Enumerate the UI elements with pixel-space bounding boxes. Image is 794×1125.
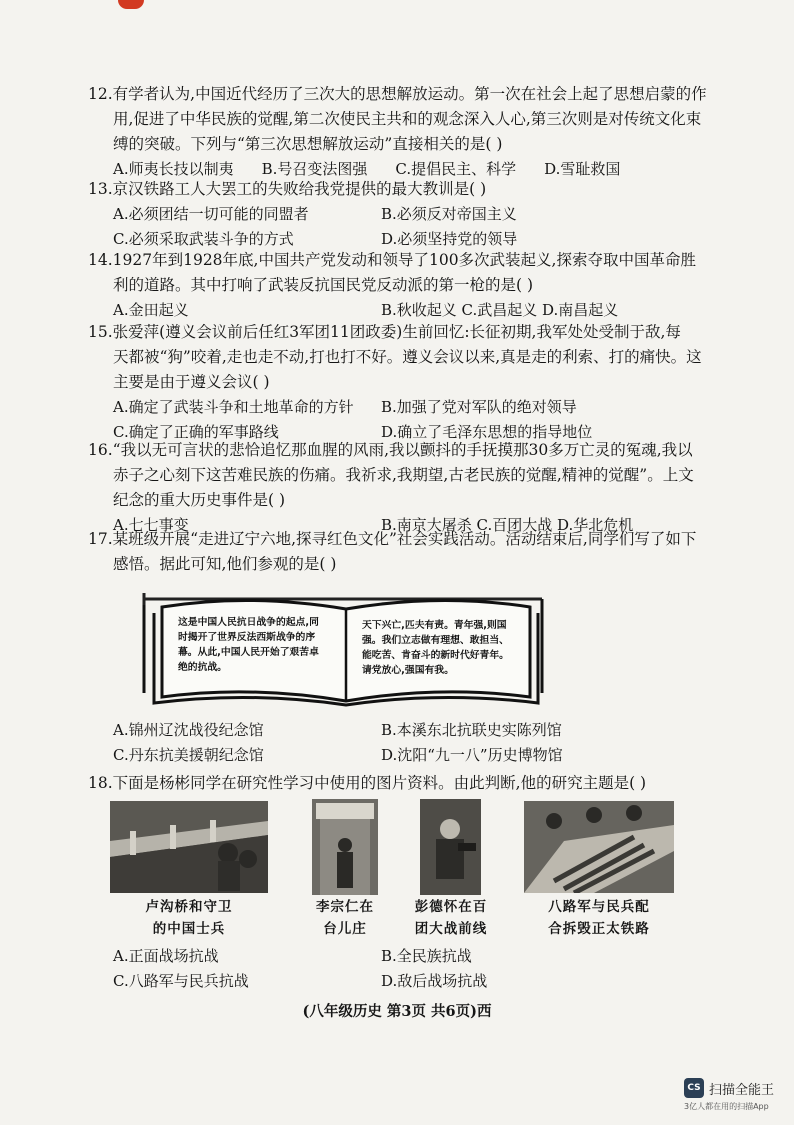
red-corner-mark (118, 0, 144, 9)
q16-line3: 纪念的重大历史事件是( ) (113, 491, 286, 509)
q12-line2: 用,促进了中华民族的觉醒,第二次使民主共和的观念深入人心,第三次则是对传统文化束 (113, 110, 702, 128)
photo-zhengtai-caption-line1: 八路军与民兵配 (548, 899, 650, 915)
q13-option-a[interactable]: A.必须团结一切可能的同盟者 (113, 205, 309, 223)
q17-option-d[interactable]: D.沈阳“九一八”历史博物馆 (381, 746, 563, 764)
photo-lugou-caption-line1: 卢沟桥和守卫 (145, 899, 233, 915)
photo-peng-dehuai-caption-line1: 彭德怀在百 (414, 899, 488, 915)
q17-line1: 17.某班级开展“走进辽宁六地,探寻红色文化”社会实践活动。活动结束后,同学们写了如下 (88, 530, 697, 548)
scanner-app-name: 扫描全能王 (709, 1082, 775, 1098)
q18-options (88, 944, 708, 994)
q12-option-b[interactable]: B.号召变法图强 (261, 160, 368, 178)
q12-option-c[interactable]: C.提倡民主、科学 (395, 160, 517, 178)
q17-option-c[interactable]: C.丹东抗美援朝纪念馆 (113, 746, 264, 764)
photo-zhengtai-caption (520, 896, 678, 940)
q13-option-c[interactable]: C.必须采取武装斗争的方式 (113, 230, 294, 248)
question-14 (88, 248, 708, 323)
question-15 (88, 320, 708, 445)
q14-option-a[interactable]: A.金田起义 (113, 301, 189, 319)
q15-option-d[interactable]: D.确立了毛泽东思想的指导地位 (381, 423, 593, 441)
q16-line1: 16.“我以无可言状的悲恰追忆那血腥的风雨,我以颤抖的手抚摸那30多万亡灵的冤魂,我以 (88, 441, 693, 459)
photo-peng-dehuai-caption-line2: 团大战前线 (414, 921, 488, 937)
q17-options (88, 718, 708, 768)
book-left-page-text: 这是中国人民抗日战争的起点,同时揭开了世界反法西斯战争的序幕。从此,中国人民开始了艰苦卓绝的抗战。 (178, 617, 319, 673)
photo-lugou-caption-line2: 的中国士兵 (152, 921, 226, 937)
q16-option-a[interactable]: A.七七事变 (113, 516, 189, 534)
q13-options-row1 (88, 202, 708, 227)
question-12 (88, 82, 708, 181)
photo-li-zongren (312, 799, 378, 895)
q18-option-d[interactable]: D.敌后战场抗战 (381, 972, 488, 990)
photo-peng-dehuai-caption (404, 896, 498, 940)
q15-line3: 主要是由于遵义会议( ) (113, 373, 270, 391)
q14-option-bcd[interactable]: B.秋收起义 C.武昌起义 D.南昌起义 (381, 301, 619, 319)
q15-option-c[interactable]: C.确定了正确的军事路线 (113, 423, 279, 441)
photo-zhengtai-railway (524, 801, 674, 893)
q18-line1: 18.下面是杨彬同学在研究性学习中使用的图片资料。由此判断,他的研究主题是( ) (88, 774, 647, 792)
scanner-tagline: 3亿人都在用的扫描App (684, 1102, 769, 1111)
q17-options-row2 (88, 743, 708, 768)
photo-li-zongren-caption-line1: 李宗仁在 (316, 899, 374, 915)
q16-option-bcd[interactable]: B.南京大屠杀 C.百团大战 D.华北危机 (381, 516, 634, 534)
q17-option-a[interactable]: A.锦州辽沈战役纪念馆 (113, 721, 264, 739)
scanner-watermark (684, 1078, 774, 1098)
q17-option-b[interactable]: B.本溪东北抗联史实陈列馆 (381, 721, 562, 739)
q18-options-row1 (88, 944, 708, 969)
question-18 (88, 771, 708, 796)
q12-line1: 12.有学者认为,中国近代经历了三次大的思想解放运动。第一次在社会上起了思想启蒙的作 (88, 85, 707, 103)
q12-option-d[interactable]: D.雪耻救国 (544, 160, 621, 178)
open-book-illustration (140, 585, 552, 707)
q17-options-row1 (88, 718, 708, 743)
photo-peng-dehuai (420, 799, 481, 895)
q15-option-b[interactable]: B.加强了党对军队的绝对领导 (381, 398, 577, 416)
q15-line1: 15.张爱萍(遵义会议前后任红3军团11团政委)生前回忆:长征初期,我军处处受制于敌,每 (88, 323, 681, 341)
q15-line2: 天都被“狗”咬着,走也走不动,打也打不好。遵义会议以来,真是走的利索、打的痛快。这 (113, 348, 702, 366)
photo-zhengtai-caption-line2: 合拆毁正太铁路 (548, 921, 650, 937)
photo-lugou-bridge (110, 801, 268, 893)
q18-options-row2 (88, 969, 708, 994)
q16-line2: 赤子之心刻下这苦难民族的伤痛。我祈求,我期望,古老民族的觉醒,精神的觉醒”。上文 (113, 466, 694, 484)
q18-option-a[interactable]: A.正面战场抗战 (113, 947, 219, 965)
q14-line2: 利的道路。其中打响了武装反抗国民党反动派的第一枪的是( ) (113, 276, 534, 294)
q12-line3: 缚的突破。下列与“第三次思想解放运动”直接相关的是( ) (113, 135, 503, 153)
q13-option-d[interactable]: D.必须坚持党的领导 (381, 230, 518, 248)
question-17 (88, 527, 708, 577)
photo-li-zongren-caption (296, 896, 394, 940)
q18-option-c[interactable]: C.八路军与民兵抗战 (113, 972, 249, 990)
q13-line1: 13.京汉铁路工人大罢工的失败给我党提供的最大教训是( ) (88, 180, 487, 198)
page-footer: (八年级历史 第3页 共6页)西 (302, 1003, 492, 1020)
question-16 (88, 438, 708, 538)
q17-line2: 感悟。据此可知,他们参观的是( ) (113, 555, 337, 573)
q14-line1: 14.1927年到1928年底,中国共产党发动和领导了100多次武装起义,探索夺取中国革命胜 (88, 251, 696, 269)
book-right-page-text: 天下兴亡,匹夫有责。青年强,则国强。我们立志做有理想、敢担当、能吃苦、肯奋斗的新时代好青年。请党放心,强国有我。 (362, 620, 509, 676)
q12-option-a[interactable]: A.师夷长技以制夷 (113, 160, 234, 178)
q18-option-b[interactable]: B.全民族抗战 (381, 947, 472, 965)
camscanner-logo-icon: CS (684, 1078, 704, 1098)
photo-li-zongren-caption-line2: 台儿庄 (323, 921, 367, 937)
photo-lugou-caption (110, 896, 268, 940)
q13-option-b[interactable]: B.必须反对帝国主义 (381, 205, 517, 223)
q15-option-a[interactable]: A.确定了武装斗争和土地革命的方针 (113, 398, 354, 416)
question-13 (88, 177, 708, 252)
q15-options-row1 (88, 395, 708, 420)
